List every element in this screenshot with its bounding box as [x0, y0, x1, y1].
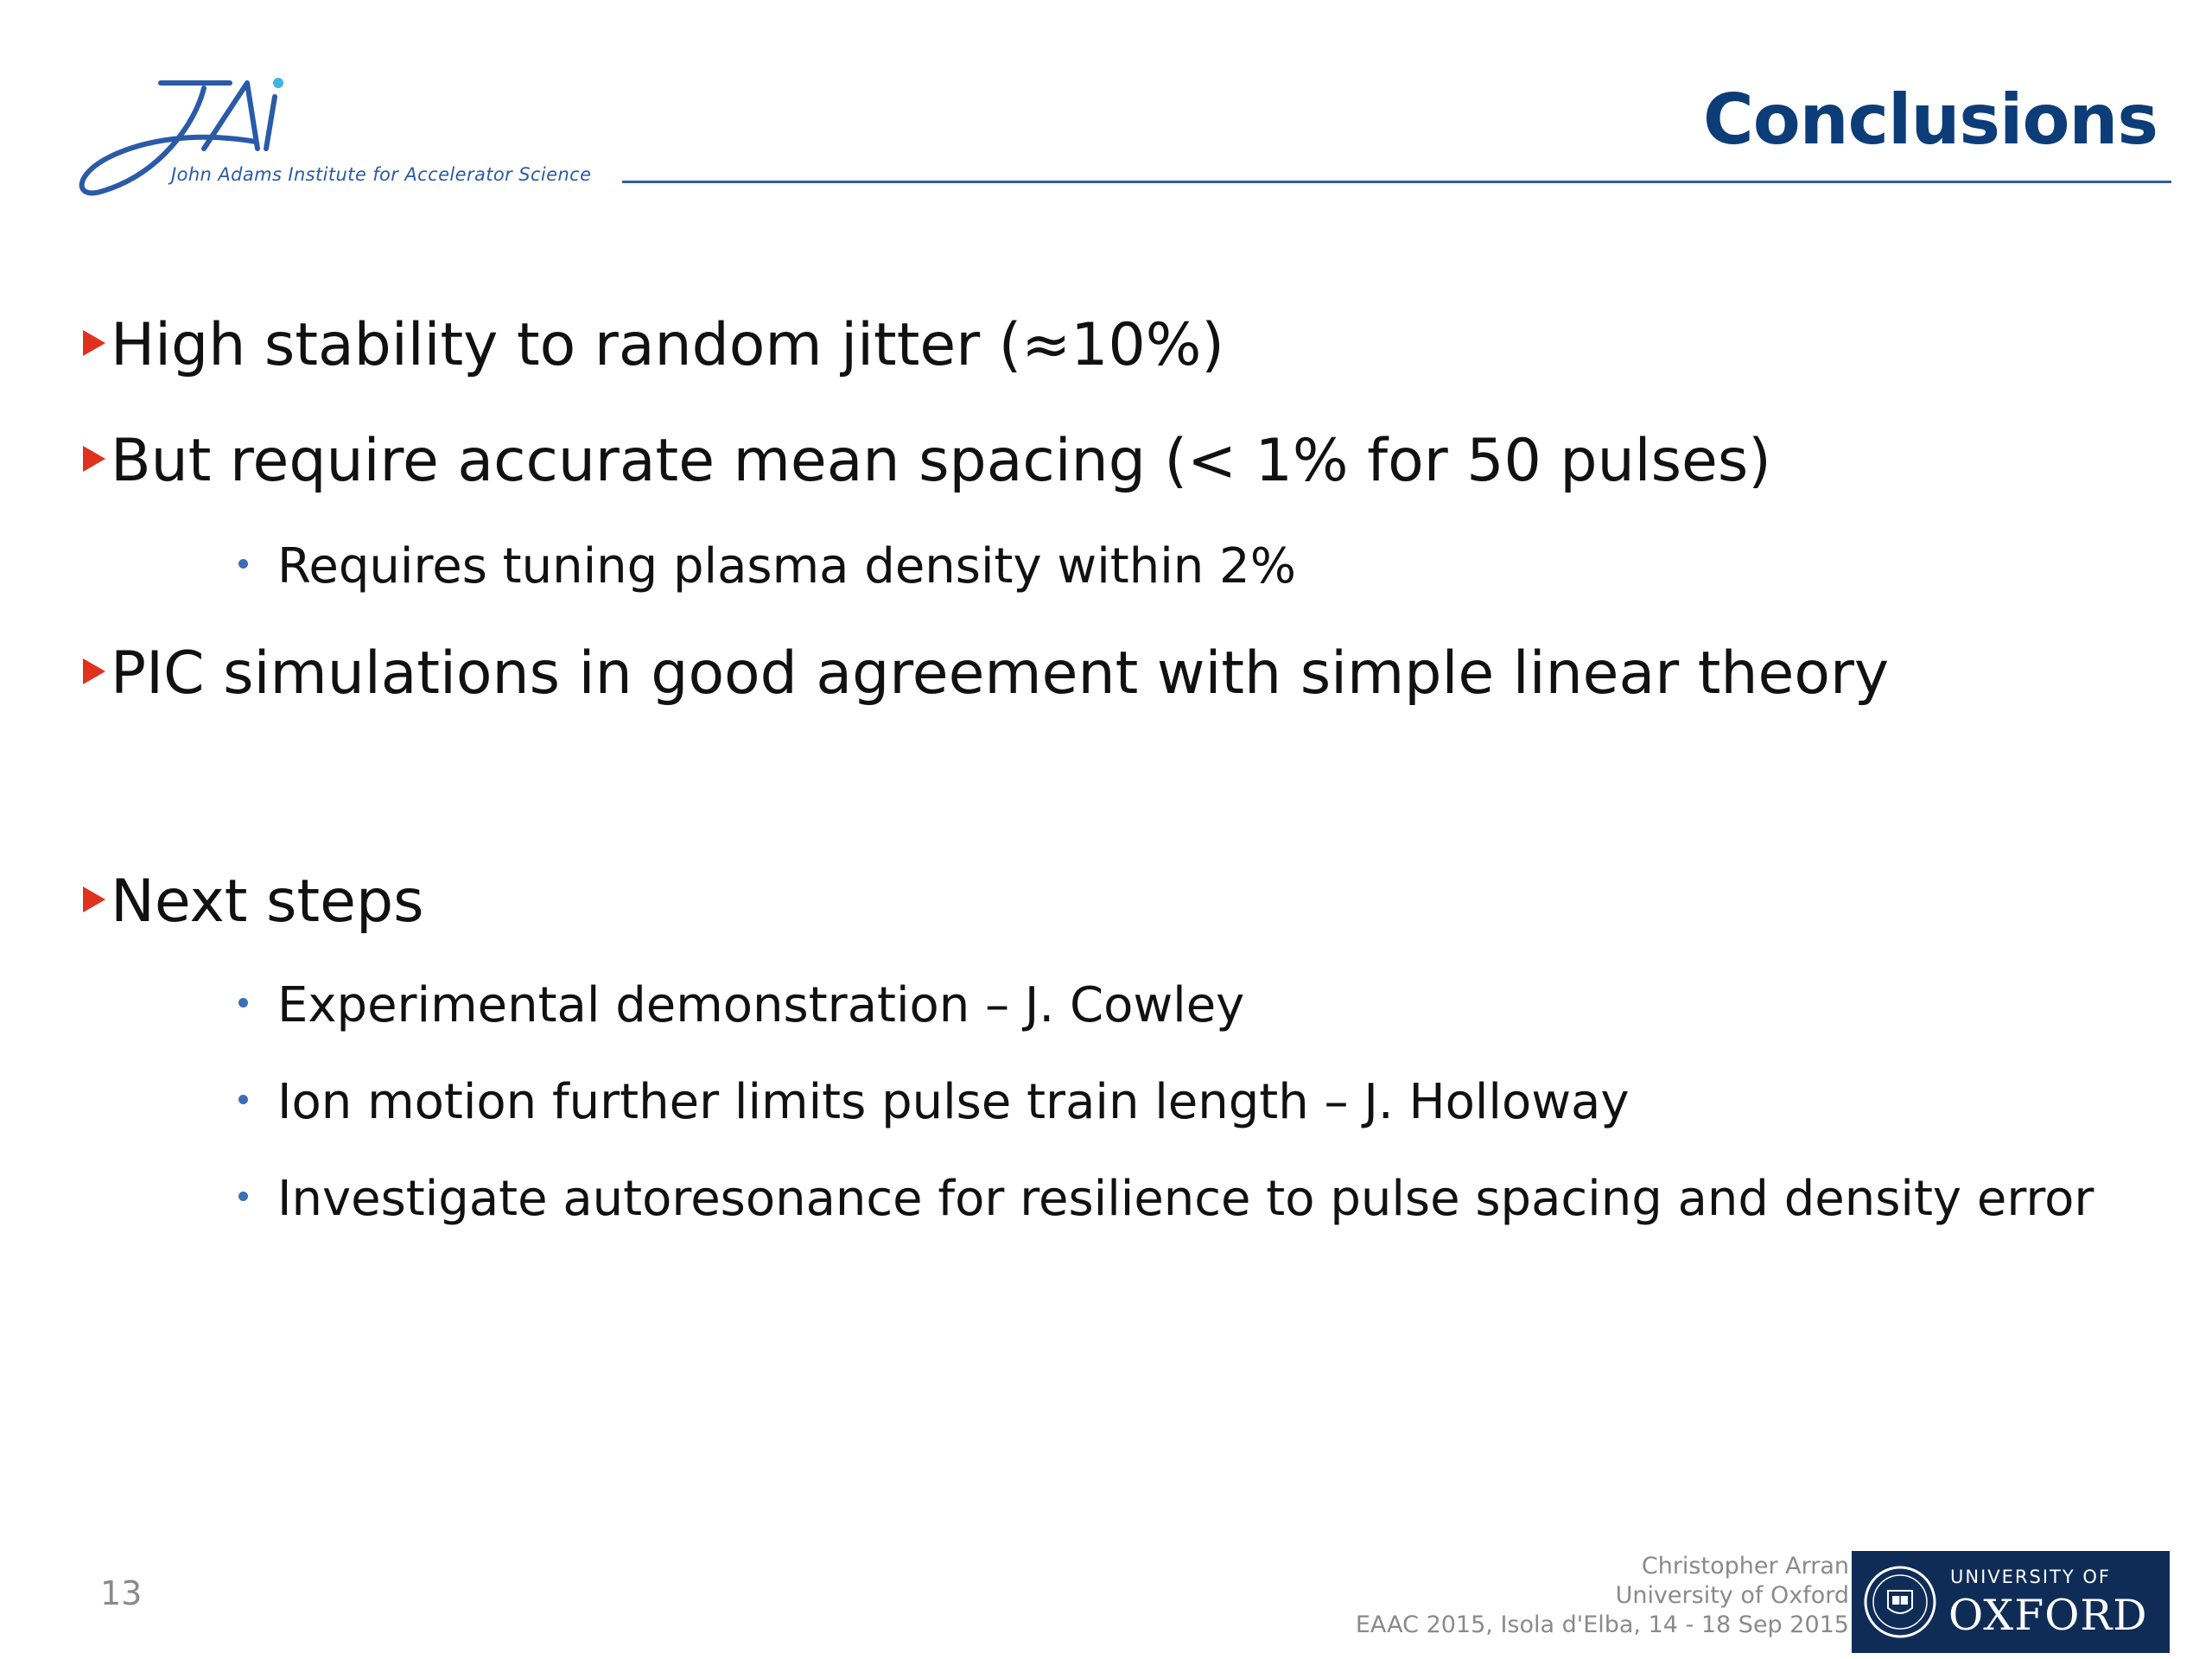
jai-logo [74, 71, 627, 200]
sub-bullet-text: Ion motion further limits pulse train length – J. Holloway [277, 1074, 1630, 1130]
sub-bullet-item [238, 1074, 1630, 1130]
bullet-dot-icon [238, 1192, 248, 1201]
footer-event: EAAC 2015, Isola d'Elba, 14 - 18 Sep 2015 [1355, 1611, 1849, 1638]
bullet-text: Next steps [111, 868, 424, 936]
bullet-dot-icon [238, 1095, 248, 1104]
bullet-arrow-icon [83, 330, 105, 356]
oxford-name: OXFORD [1948, 1591, 2148, 1640]
logo-subtitle: John Adams Institute for Accelerator Science [171, 164, 592, 185]
bullet-item [83, 311, 1224, 379]
sub-bullet-item [238, 538, 1296, 594]
slide-title: Conclusions [1703, 79, 2158, 160]
bullet-text: But require accurate mean spacing (< 1% for 50 pulses) [111, 427, 1771, 495]
page-number: 13 [100, 1574, 143, 1612]
bullet-text: PIC simulations in good agreement with simple linear theory [111, 639, 1890, 708]
bullet-text: High stability to random jitter (≈10%) [111, 311, 1224, 379]
footer-author: Christopher Arran [1641, 1553, 1849, 1580]
oxford-university-of: UNIVERSITY OF [1950, 1567, 2111, 1587]
header-divider [622, 181, 2171, 183]
sub-bullet-text: Experimental demonstration – J. Cowley [277, 977, 1245, 1033]
oxford-crest-icon [1862, 1563, 1938, 1641]
bullet-item [83, 427, 1771, 495]
bullet-arrow-icon [83, 658, 105, 684]
bullet-dot-icon [238, 559, 248, 569]
bullet-arrow-icon [83, 887, 105, 912]
bullet-arrow-icon [83, 446, 105, 472]
footer-affiliation: University of Oxford [1615, 1582, 1849, 1609]
bullet-dot-icon [238, 998, 248, 1007]
sub-bullet-text: Requires tuning plasma density within 2% [277, 538, 1296, 594]
bullet-item [83, 868, 424, 936]
sub-bullet-item [238, 977, 1245, 1033]
sub-bullet-text: Investigate autoresonance for resilience to pulse spacing and density error [277, 1171, 2094, 1227]
sub-bullet-item [238, 1171, 2094, 1227]
footer-credits [1356, 1552, 1849, 1640]
oxford-logo [1852, 1551, 2170, 1653]
bullet-item [83, 639, 1890, 708]
